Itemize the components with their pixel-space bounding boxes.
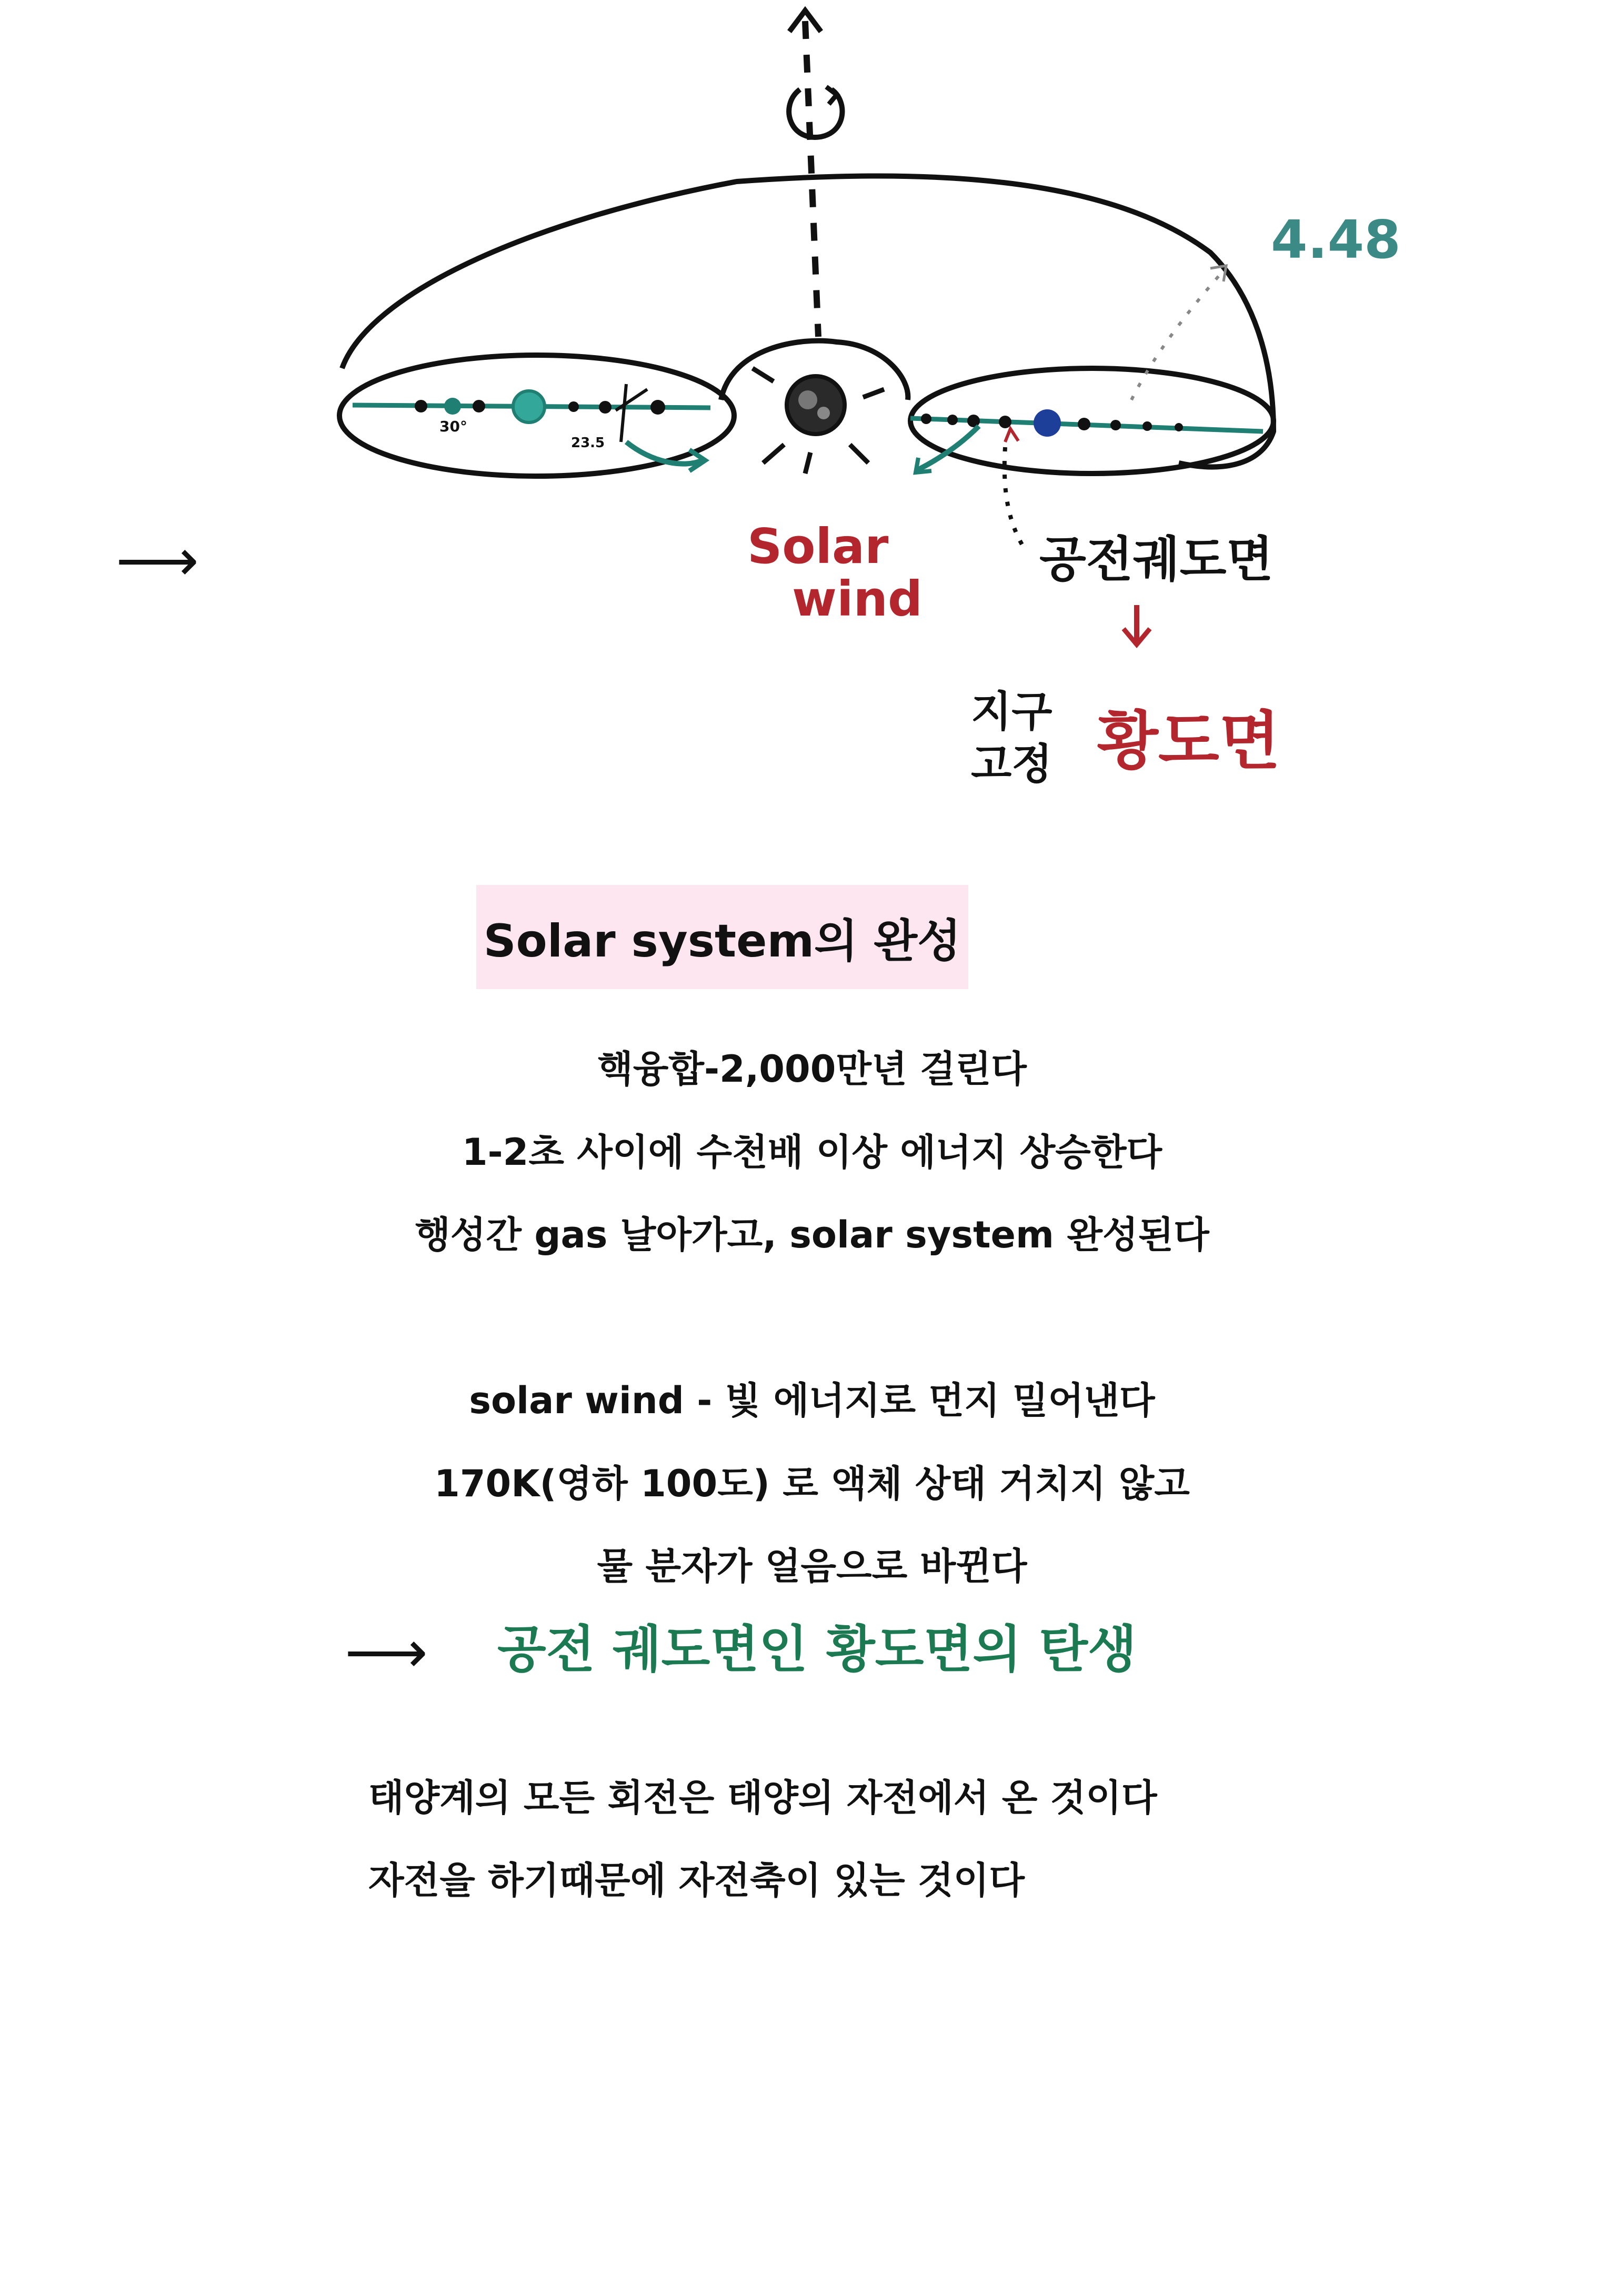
orbit-plane-pointer xyxy=(1005,447,1024,547)
text-line-3: 행성간 gas 날아가고, solar system 완성된다 xyxy=(415,1213,1209,1256)
text-line-2: 1-2초 사이에 수천배 이상 에너지 상승한다 xyxy=(462,1131,1162,1174)
highlight-ecliptic-birth: 황도면의 탄생 xyxy=(826,1620,1137,1679)
earth-label-1: 지구 xyxy=(971,687,1052,736)
title-box xyxy=(476,885,968,989)
planet-large-left xyxy=(513,391,545,422)
planet-blue xyxy=(1034,409,1061,437)
solar-system-diagram xyxy=(0,0,1624,863)
svg-text:23.5: 23.5 xyxy=(571,435,605,451)
text-line-1: 핵융합-2,000만년 걸린다 xyxy=(597,1048,1027,1091)
svg-text:30°: 30° xyxy=(439,418,467,435)
text-line-4: solar wind - 빛 에너지로 먼지 밀어낸다 xyxy=(469,1379,1155,1422)
number-label: 4.48 xyxy=(1271,209,1401,270)
wind-label: wind xyxy=(792,571,923,627)
text-line-5: 170K(영하 100도) 로 액체 상태 거치지 않고 xyxy=(434,1462,1190,1505)
earth-label-2: 고정 xyxy=(971,740,1052,789)
bottom-line-2: 자전을 하기때문에 자전축이 있는 것이다 xyxy=(368,1859,1025,1902)
arrow-right-icon: ⟶ xyxy=(116,527,199,594)
highlight-arrow-icon: ⟶ xyxy=(345,1618,428,1686)
text-line-6: 물 분자가 얼음으로 바뀐다 xyxy=(597,1545,1027,1588)
right-disk-rotation-arrow xyxy=(916,426,979,471)
ecliptic-label: 황도면 xyxy=(1097,705,1280,778)
page-title: Solar system의 완성 xyxy=(483,915,961,968)
highlight-orbit-plane: 공전 궤도면인 xyxy=(497,1620,808,1679)
orbit-plane-label: 공전궤도면 xyxy=(1039,531,1274,588)
sun xyxy=(787,376,845,434)
solar-label: Solar xyxy=(747,518,889,575)
bottom-line-1: 태양계의 모든 회전은 태양의 자전에서 온 것이다 xyxy=(368,1776,1157,1819)
